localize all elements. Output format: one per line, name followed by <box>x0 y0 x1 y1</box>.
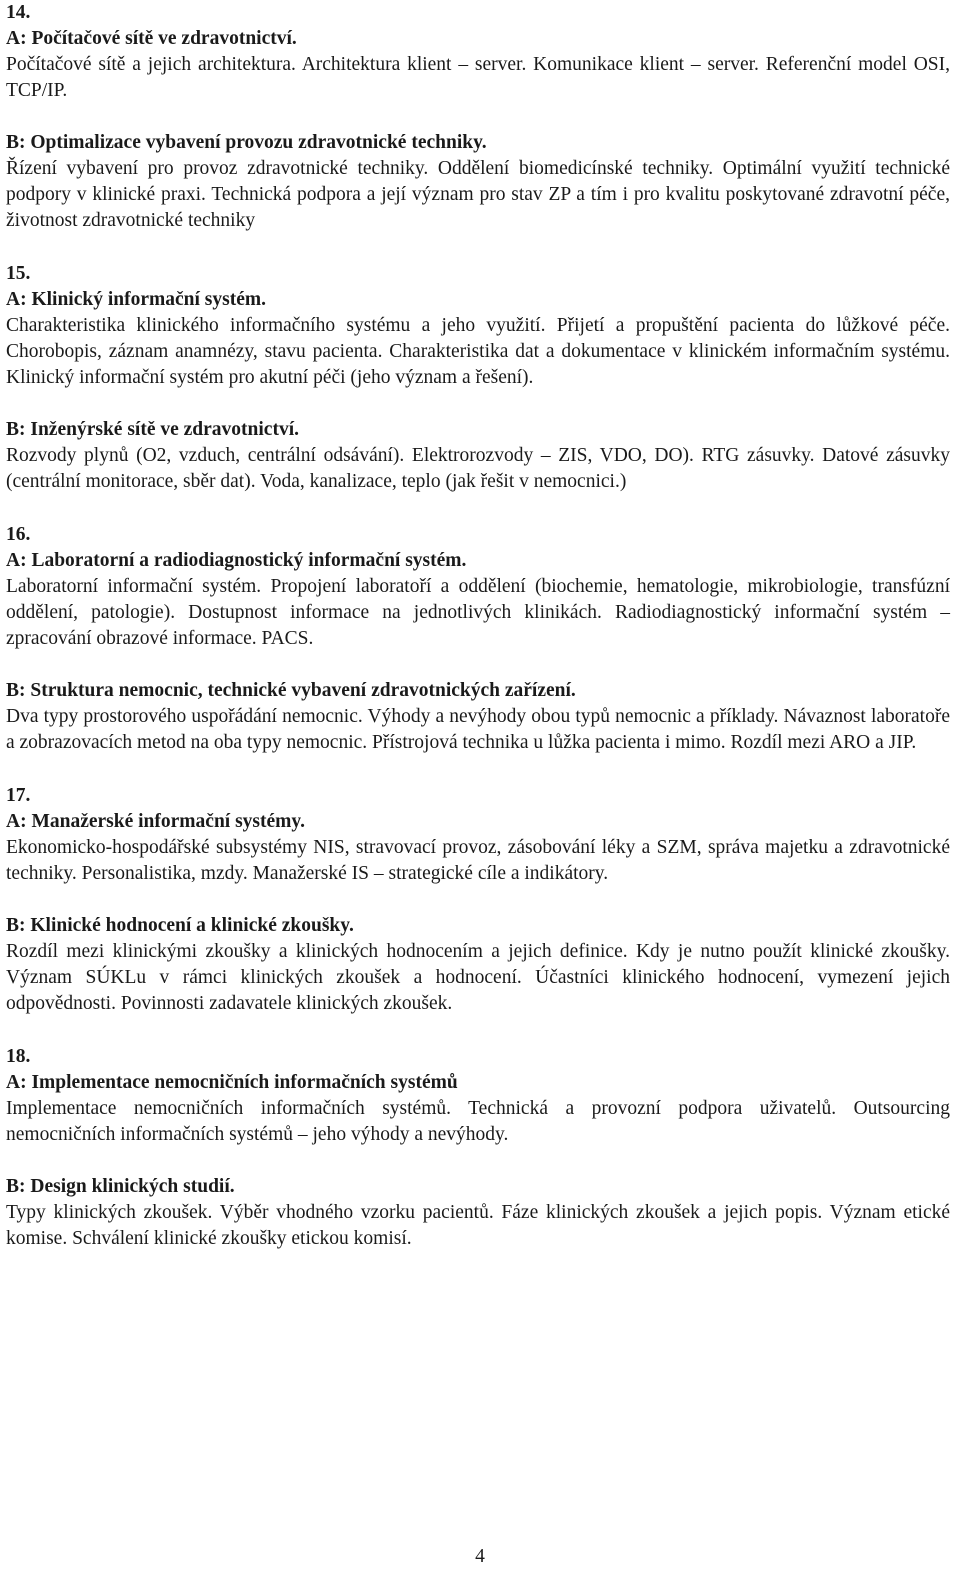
topic-body: Charakteristika klinického informačního systému a jeho využití. Přijetí a propuštění pacienta do lůžkové péče. Chorobopis, záznam anamnézy, stavu pacienta. Charakteristika dat a dokumentace v klinickém informačním systému. Klinický informační systém pro akutní péči (jeho význam a řešení). <box>6 315 950 388</box>
section-16 <box>6 522 950 756</box>
page-number: 4 <box>475 1546 485 1567</box>
topic-title: A: Implementace nemocničních informačních systémů <box>6 1072 458 1093</box>
topic-title: B: Klinické hodnocení a klinické zkoušky. <box>6 915 354 936</box>
topic-body: Počítačové sítě a jejich architektura. Architektura klient – server. Komunikace klient – server. Referenční model OSI, TCP/IP. <box>6 54 950 101</box>
topic-title: B: Optimalizace vybavení provozu zdravotnické techniky. <box>6 132 487 153</box>
topic-body: Dva typy prostorového uspořádání nemocnic. Výhody a nevýhody obou typů nemocnic a příklady. Návaznost laboratoře a zobrazovacích metod na oba typy nemocnic. Přístrojová technika u lůžka pacienta i mimo. Rozdíl mezi ARO a JIP. <box>6 706 950 753</box>
topic-title: A: Laboratorní a radiodiagnostický informační systém. <box>6 550 467 571</box>
section-14 <box>6 0 950 234</box>
topic-a <box>6 1070 950 1148</box>
topic-b <box>6 417 950 495</box>
section-number: 15. <box>6 263 31 284</box>
topic-body: Typy klinických zkoušek. Výběr vhodného vzorku pacientů. Fáze klinických zkoušek a jejich popis. Význam etické komise. Schválení klinické zkoušky etickou komisí. <box>6 1202 950 1249</box>
section-15 <box>6 261 950 495</box>
topic-title: B: Struktura nemocnic, technické vybavení zdravotnických zařízení. <box>6 680 576 701</box>
topic-body: Rozvody plynů (O2, vzduch, centrální odsávání). Elektrorozvody – ZIS, VDO, DO). RTG zásuvky. Datové zásuvky (centrální monitorace, sběr dat). Voda, kanalizace, teplo (jak řešit v nemocnici.) <box>6 445 950 492</box>
section-18 <box>6 1044 950 1252</box>
topic-body: Implementace nemocničních informačních systémů. Technická a provozní podpora uživatelů. Outsourcing nemocničních informačních systémů – jeho výhody a nevýhody. <box>6 1098 950 1145</box>
document-page <box>6 0 950 1279</box>
topic-a <box>6 287 950 391</box>
topic-a <box>6 548 950 652</box>
topic-b <box>6 678 950 756</box>
topic-body: Ekonomicko-hospodářské subsystémy NIS, stravovací provoz, zásobování léky a SZM, správa majetku a zdravotnické techniky. Personalistika, mzdy. Manažerské IS – strategické cíle a indikátory. <box>6 837 950 884</box>
topic-title: A: Počítačové sítě ve zdravotnictví. <box>6 28 297 49</box>
topic-title: A: Manažerské informační systémy. <box>6 811 305 832</box>
section-number: 16. <box>6 524 31 545</box>
topic-a <box>6 26 950 104</box>
topic-title: A: Klinický informační systém. <box>6 289 266 310</box>
topic-body: Rozdíl mezi klinickými zkoušky a klinických hodnocením a jejich definice. Kdy je nutno použít klinické zkoušky. Význam SÚKLu v rámci klinických zkoušek a hodnocení. Účastníci klinického hodnocení, vymezení jejich odpovědnosti. Povinnosti zadavatele klinických zkoušek. <box>6 941 950 1014</box>
section-number: 18. <box>6 1046 31 1067</box>
topic-body: Řízení vybavení pro provoz zdravotnické techniky. Oddělení biomedicínské techniky. Optimální využití technické podpory v klinické praxi. Technická podpora a její význam pro stav ZP a tím i pro kvalitu poskytované zdravotní péče, životnost zdravotnické techniky <box>6 158 950 231</box>
section-number: 14. <box>6 2 31 23</box>
topic-b <box>6 1174 950 1252</box>
topic-title: B: Design klinických studií. <box>6 1176 235 1197</box>
section-number: 17. <box>6 785 31 806</box>
topic-title: B: Inženýrské sítě ve zdravotnictví. <box>6 419 299 440</box>
topic-a <box>6 809 950 887</box>
section-17 <box>6 783 950 1017</box>
topic-b <box>6 913 950 1017</box>
topic-body: Laboratorní informační systém. Propojení laboratoří a oddělení (biochemie, hematologie, mikrobiologie, transfúzní oddělení, patologie). Dostupnost informace na jednotlivých klinikách. Radiodiagnostický informační systém – zpracování obrazové informace. PACS. <box>6 576 950 649</box>
topic-b <box>6 130 950 234</box>
